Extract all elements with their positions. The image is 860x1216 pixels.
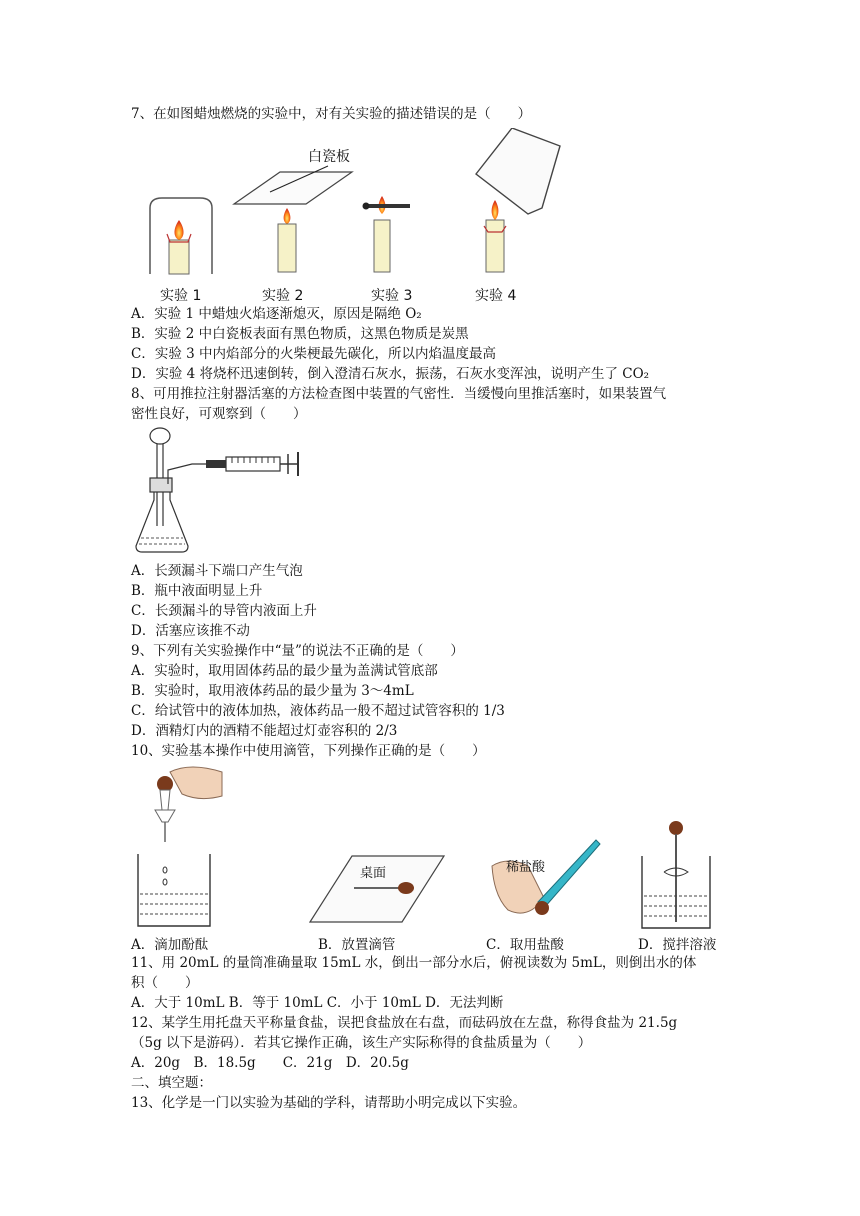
q8-option-d: D．活塞应该推不动 (131, 623, 250, 639)
q10-option-d: D．搅拌溶液 (638, 937, 717, 953)
q10-c-figure (488, 836, 608, 932)
q10-d-figure (636, 816, 716, 932)
q8-stem-line1: 8、可用推拉注射器活塞的方法检查图中装置的气密性．当缓慢向里推活塞时，如果装置气 (131, 386, 667, 402)
q9-option-d: D．酒精灯内的酒精不能超过灯壶容积的 2/3 (131, 723, 398, 739)
q9-option-a: A．实验时，取用固体药品的最少量为盖满试管底部 (131, 663, 438, 679)
q11-options: A．大于 10mL B．等于 10mL C．小于 10mL D．无法判断 (131, 995, 504, 1011)
exp3-label: 实验 3 (371, 288, 413, 304)
q8-option-a: A．长颈漏斗下端口产生气泡 (131, 563, 303, 579)
q10-stem: 10、实验基本操作中使用滴管，下列操作正确的是（ ） (131, 743, 486, 759)
q8-option-c: C．长颈漏斗的导管内液面上升 (131, 603, 317, 619)
q7-stem: 7、在如图蜡烛燃烧的实验中，对有关实验的描述错误的是（ ） (131, 106, 532, 122)
q8-option-b: B．瓶中液面明显上升 (131, 583, 263, 599)
plate-label: 白瓷板 (308, 149, 350, 165)
q13-stem: 13、化学是一门以实验为基础的学科，请帮助小明完成以下实验。 (131, 1095, 527, 1111)
q10-option-a: A．滴加酚酞 (131, 937, 209, 953)
q11-stem-line1: 11、用 20mL 的量筒准确量取 15mL 水，倒出一部分水后，俯视读数为 5mL，则倒出水的体 (131, 955, 697, 971)
q11-stem-line2: 积（ ） (131, 975, 199, 991)
q12-stem-line2: （5g 以下是游码）．若其它操作正确，该生产实际称得的食盐质量为（ ） (131, 1035, 592, 1051)
q12-stem-line1: 12、某学生用托盘天平称量食盐，误把食盐放在右盘，而砝码放在左盘，称得食盐为 21.5g (131, 1015, 678, 1031)
q7-option-b: B．实验 2 中白瓷板表面有黑色物质，这黑色物质是炭黑 (131, 326, 469, 342)
q10-a-figure (130, 762, 240, 932)
exp4-beaker-candle (476, 128, 560, 272)
q10-option-b: B．放置滴管 (318, 937, 396, 953)
exp1-label: 实验 1 (160, 288, 202, 304)
q10-option-c: C．取用盐酸 (486, 937, 564, 953)
q9-option-c: C．给试管中的液体加热，液体药品一般不超过试管容积的 1/3 (131, 703, 505, 719)
q8-flask-syringe-figure (132, 426, 312, 558)
q12-options: A．20g B．18.5g C．21g D．20.5g (131, 1055, 409, 1071)
q7-option-d: D．实验 4 将烧杯迅速倒转，倒入澄清石灰水，振荡，石灰水变浑浊，说明产生了 CO₂ (131, 366, 650, 382)
q7-option-c: C．实验 3 中内焰部分的火柴梗最先碳化，所以内焰温度最高 (131, 346, 497, 362)
q7-figure (130, 128, 570, 306)
q8-stem-line2: 密性良好，可观察到（ ） (131, 406, 307, 422)
desk-label: 桌面 (360, 866, 387, 881)
exp4-label: 实验 4 (475, 288, 517, 304)
acid-label: 稀盐酸 (506, 860, 546, 875)
q9-stem: 9、下列有关实验操作中“量”的说法不正确的是（ ） (131, 643, 464, 659)
exp2-label: 实验 2 (262, 288, 304, 304)
q7-option-a: A．实验 1 中蜡烛火焰逐渐熄灭，原因是隔绝 O₂ (131, 306, 422, 322)
exp3-match-candle (363, 196, 411, 272)
exp2-plate-candle (234, 166, 352, 272)
exp1-jar-candle (150, 198, 212, 274)
q9-option-b: B．实验时，取用液体药品的最少量为 3～4mL (131, 683, 414, 699)
section-heading: 二、填空题： (131, 1075, 212, 1091)
